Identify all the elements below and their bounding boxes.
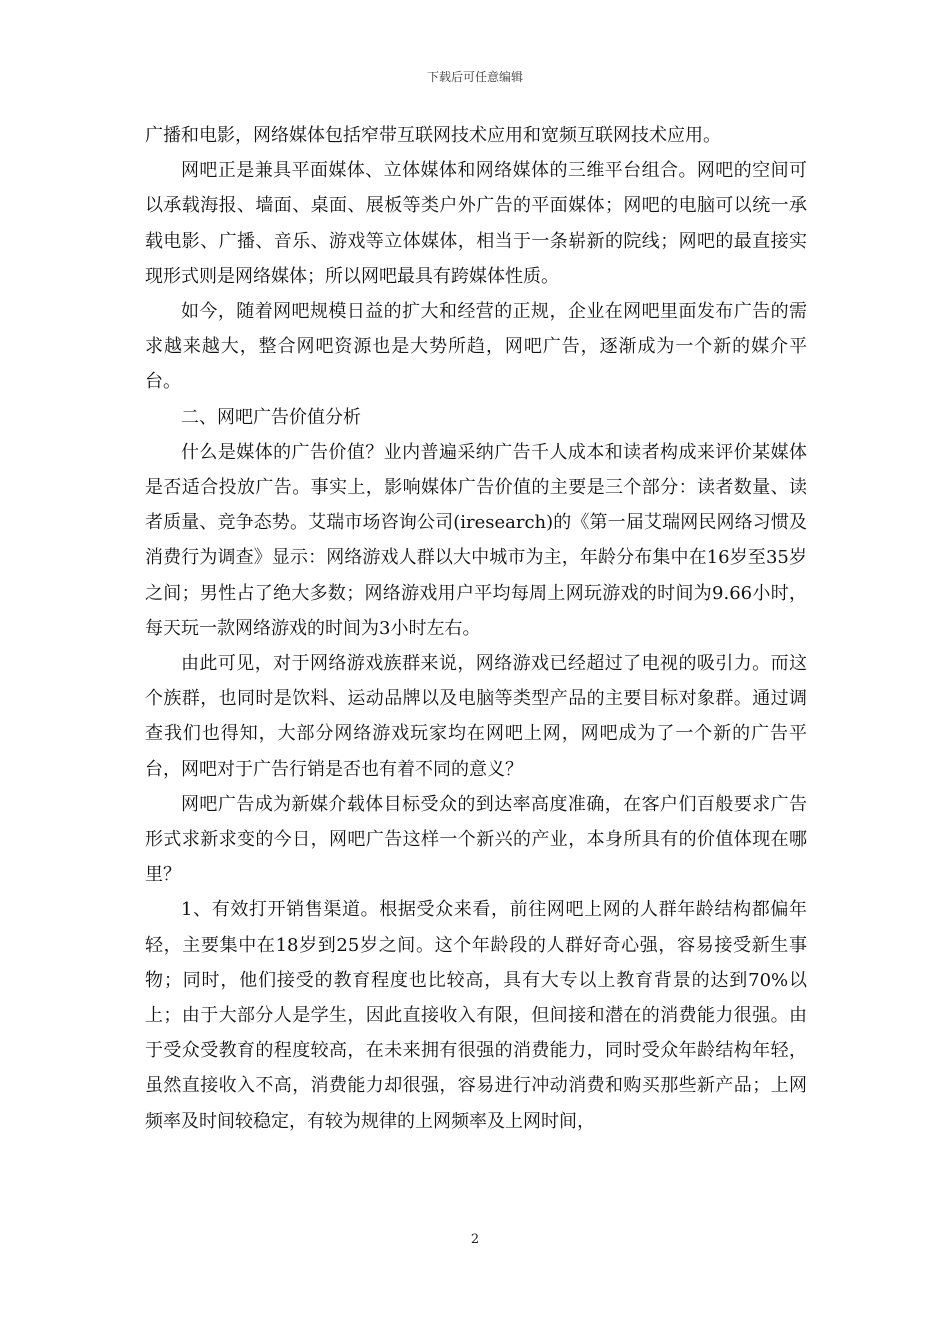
- paragraph-sales-channel: 1、有效打开销售渠道。根据受众来看，前往网吧上网的人群年龄结构都偏年轻，主要集中在18岁到25岁之间。这个年龄段的人群好奇心强，容易接受新生事物；同时，他们接受的教育程度也比较高，具有大专以上教育背景的达到70%以上；由于大部分人是学生，因此直接收入有限，但间接和潜在的消费能力很强。由于受众受教育的程度较高，在未来拥有很强的消费能力，同时受众年龄结构年轻，虽然直接收入不高，消费能力却很强，容易进行冲动消费和购买那些新产品；上网频率及时间较稳定，有较为规律的上网频率及上网时间，: [145, 899, 807, 1132]
- page-header: 下载后可任意编辑: [426, 70, 523, 84]
- paragraph-ad-value: 什么是媒体的广告价值？业内普遍采纳广告千人成本和读者构成来评价某媒体是否适合投放广告。事实上，影响媒体广告价值的主要是三个部分：读者数量、读者质量、竞争态势。艾瑞市场咨询公司(iresearch)的《第一届艾瑞网民网络习惯及消费行为调查》显示：网络游戏人群以大中城市为主，年龄分布集中在16岁至35岁之间；男性占了绝大多数；网络游戏用户平均每周上网玩游戏的时间为9.66小时，每天玩一款网络游戏的时间为3小时左右。: [145, 441, 807, 639]
- paragraph-trend: 如今，随着网吧规模日益的扩大和经营的正规，企业在网吧里面发布广告的需求越来越大，整合网吧资源也是大势所趋，网吧广告，逐渐成为一个新的媒介平台。: [145, 301, 807, 393]
- paragraph-new-media: 网吧广告成为新媒介载体目标受众的到达率高度准确，在客户们百般要求广告形式求新求变的今日，网吧广告这样一个新兴的产业，本身所具有的价值体现在哪里？: [145, 793, 807, 886]
- paragraph-gaming-audience: 由此可见，对于网络游戏族群来说，网络游戏已经超过了电视的吸引力。而这个族群，也同时是饮料、运动品牌以及电脑等类型产品的主要目标对象群。通过调查我们也得知，大部分网络游戏玩家均在网吧上网，网吧成为了一个新的广告平台，网吧对于广告行销是否也有着不同的意义？: [145, 653, 807, 780]
- page-number: 2: [470, 1232, 480, 1247]
- paragraph-continuation: 广播和电影，网络媒体包括窄带互联网技术应用和宽频互联网技术应用。: [145, 125, 721, 146]
- document-body: [145, 118, 807, 1139]
- paragraph-cross-media: 网吧正是兼具平面媒体、立体媒体和网络媒体的三维平台组合。网吧的空间可以承载海报、墙面、桌面、展板等类户外广告的平面媒体；网吧的电脑可以统一承载电影、广播、音乐、游戏等立体媒体，相当于一条崭新的院线；网吧的最直接实现形式则是网络媒体；所以网吧最具有跨媒体性质。: [145, 160, 807, 287]
- section-heading: 二、网吧广告价值分析: [181, 406, 361, 428]
